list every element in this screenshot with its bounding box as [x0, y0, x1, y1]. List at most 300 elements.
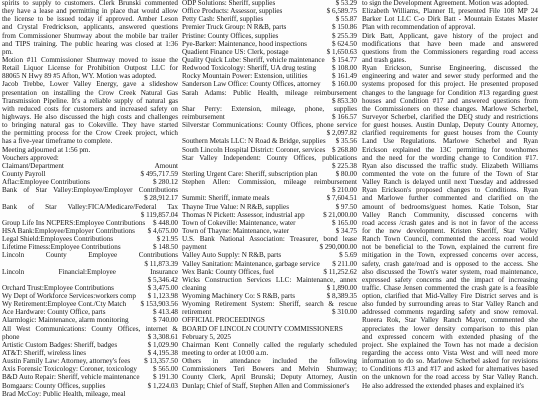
voucher-row	[182, 80, 357, 88]
voucher-payee: AT&T: Sheriff, wireless lines	[2, 349, 86, 358]
text-line: Rueera Rok, Star Valley Ranch Mayor, commented she	[362, 316, 538, 325]
voucher-payee: B&D Auto Repair: Sheriff, vehicle maintenance	[2, 373, 140, 382]
voucher-row	[182, 284, 357, 292]
text-line: and trash gates.	[362, 55, 407, 64]
voucher-payee: Redwood Toxicology: Sheriff, UA drug testing	[182, 64, 317, 73]
voucher-entry	[182, 251, 357, 259]
text-line: addressed comments regarding safety and snow removal.	[362, 308, 538, 317]
text-line: with reduced costs for customers and increased safety on	[2, 104, 178, 113]
voucher-amount: $ 11,252.62	[323, 267, 357, 276]
voucher-amount: $ 1,650.63	[326, 47, 357, 56]
voucher-amount: $ 565.00	[153, 365, 178, 374]
voucher-row	[2, 333, 178, 341]
voucher-amount: $ 165.00	[332, 218, 357, 227]
paragraph	[362, 32, 538, 65]
voucher-amount: $ 160.00	[332, 80, 357, 89]
voucher-payee: Valley Auto Supply: N R&B, parts	[182, 251, 282, 260]
text-line: appreciates the lower density comparison to this plan	[362, 324, 538, 333]
voucher-row	[2, 235, 178, 243]
text-line: information to do so. Marlowe Scherbel asked for revisions	[362, 357, 538, 366]
text-line: on the unknown for the road access by Star Valley Ranch.	[362, 373, 538, 382]
text-line: to sign the Development Agreement. Motion was adopted.	[362, 0, 529, 7]
voucher-entry	[182, 268, 357, 276]
voucher-entry	[2, 325, 178, 341]
voucher-payee: South Lincoln Hospital District: Coroner, services	[182, 145, 326, 154]
voucher-payee: HSA Bank:Employee/Employer Contributions	[2, 226, 135, 235]
text-line: modifications that have been made and answered	[362, 39, 538, 48]
text-line: He also addressed the extended phases and explained it's	[362, 381, 524, 390]
paragraph	[362, 7, 538, 31]
voucher-entry	[2, 390, 178, 398]
voucher-row	[2, 357, 178, 365]
voucher-amount: $ 7,604.51	[326, 194, 357, 203]
voucher-amount: $ 97.50	[335, 202, 357, 211]
voucher-amount: $ 161.49	[332, 72, 357, 81]
text-line: commented the vote on the future of the Town of Star	[362, 169, 538, 178]
voucher-payee: Lincoln County Employee Contributions	[2, 251, 178, 260]
voucher-row	[2, 373, 178, 381]
text-line: also funded by surrounding areas to Star Valley Ranch and	[362, 300, 538, 309]
voucher-entry	[2, 284, 178, 292]
voucher-entry	[182, 48, 357, 56]
voucher-payee: Alarmlogic: Maintenance, alarm monitoring	[2, 316, 129, 325]
text-line: Dirk Batt, Applicant, gave history of the project and	[362, 31, 538, 40]
voucher-entry	[2, 251, 178, 267]
text-line: changes to the language for Condition #13 regarding guest	[362, 88, 538, 97]
voucher-entry	[182, 72, 357, 80]
voucher-amount: $ 153,903.56	[140, 300, 178, 309]
voucher-amount: $ 1,029.90	[147, 340, 178, 349]
voucher-amount: $ 3,308.61	[147, 332, 178, 341]
voucher-entry	[182, 146, 357, 154]
paragraph	[362, 64, 538, 390]
voucher-payee: Wex Bank: County Offices, fuel	[182, 267, 274, 276]
text-line: road access /crash gates and is not in favor of the access	[362, 218, 538, 227]
voucher-amount: $ 8,389.35	[326, 292, 357, 301]
voucher-row	[2, 382, 178, 390]
voucher-entry	[182, 276, 357, 292]
voucher-row	[182, 97, 357, 105]
voucher-payee: Quality Quick Lube: Sheriff, vehicle maintenance	[182, 55, 325, 64]
voucher-payee: Artistic Custom Badges: Sheriff, badges	[2, 340, 118, 349]
voucher-entry	[2, 292, 178, 300]
voucher-entry	[182, 7, 357, 15]
voucher-row	[182, 48, 357, 56]
text-line: spirits to supply to customers. Clerk Brunski commented	[2, 0, 178, 7]
heading-line: February 5, 2025	[182, 332, 231, 341]
voucher-row	[182, 203, 357, 211]
voucher-payee: Town of Thayne: Maintenance, water	[182, 226, 290, 235]
voucher-amount: $ 255.39	[332, 31, 357, 40]
voucher-payee: cleaning	[182, 283, 207, 292]
heading-line: OFFICIAL PROCEEDINGS	[182, 316, 265, 325]
text-line: 88065 N Hwy 89 #5 Afton, WY. Motion was adopted.	[2, 72, 157, 81]
text-line: from Commissioner Shumway about the mobile bar trailer	[2, 31, 178, 40]
text-line: also discussed the Town's water system, road maintenance,	[362, 267, 538, 276]
voucher-payee: Southern Metals LLC: N Road & Bridge, supplies	[182, 137, 326, 146]
voucher-amount: $ 34.75	[335, 226, 357, 235]
voucher-payee: All West Communications: County Offices, internet &	[2, 324, 178, 333]
voucher-amount: $ 5.69	[339, 251, 357, 260]
text-line: Meeting adjourned at 1:56 pm.	[2, 145, 91, 154]
voucher-payee: Orchard Trust:Employee Contributions	[2, 283, 114, 292]
text-line: presentation on installing the Crow Creek Natural Gas	[2, 88, 178, 97]
voucher-amount: $ 3,475.00	[147, 283, 178, 292]
voucher-amount: $ 1,123.98	[147, 292, 178, 301]
voucher-row	[2, 276, 178, 284]
text-line: for the new development. Kristen Sheriff, Star Valley	[362, 226, 538, 235]
voucher-row	[182, 23, 357, 31]
voucher-entry	[182, 56, 357, 64]
voucher-row	[2, 260, 178, 268]
voucher-entry	[2, 227, 178, 235]
voucher-row	[2, 211, 178, 219]
voucher-amount: $ 853.30	[332, 96, 357, 105]
text-line: Plan with recommendation of approval.	[362, 23, 476, 32]
text-line: Jacob Trebbe, Lower Valley Energy, gave a slideshow	[2, 80, 178, 89]
text-line: County Clerk, April Brunski; Deputy Attorney, Austin	[182, 373, 357, 382]
voucher-amount: $ 290,000.00	[319, 243, 357, 252]
amount-column-header: Amount	[154, 161, 178, 170]
text-line: Others in attendance included the following	[182, 357, 357, 366]
voucher-amount: $ 21.95	[156, 235, 178, 244]
voucher-row	[182, 32, 357, 40]
voucher-row	[182, 211, 357, 219]
voucher-row	[2, 219, 178, 227]
voucher-entry	[182, 105, 357, 121]
voucher-entry	[182, 15, 357, 23]
text-line: they have a lease and permitting in place that would allow	[2, 7, 178, 16]
voucher-amount: $ 53.29	[335, 0, 357, 7]
text-line: houses and Condition #17 and answered questions from	[362, 96, 538, 105]
voucher-payee: Axis Forensic Toxicology: Coroner, toxicology	[2, 365, 137, 374]
text-line: systems proposed for this project. He presented proposed	[362, 80, 538, 89]
voucher-entry	[2, 243, 178, 251]
voucher-row	[2, 341, 178, 349]
voucher-entry	[182, 137, 357, 145]
voucher-row	[182, 64, 357, 72]
voucher-row	[2, 308, 178, 316]
text-line: Ryan Erickson, Sunrise Engineering, discussed the	[362, 64, 538, 73]
voucher-payee: Silverstar Communications: County Offices, phone service	[182, 121, 357, 130]
voucher-payee: Stephen Allen: Commission, mileage reimbursement	[182, 178, 357, 187]
voucher-payee: Legal Shield:Employees Contributions	[2, 235, 114, 244]
voucher-payee: Valley Sanitation: Maintenance, garbage service	[182, 259, 320, 268]
voucher-amount: $ 4,195.38	[147, 349, 178, 358]
voucher-row	[182, 56, 357, 64]
text-line: Chairman Kent Connelly called the regularly scheduled	[182, 340, 357, 349]
text-line: for guest houses. Austin Dunlap, Deputy County Attorney,	[362, 121, 538, 130]
text-line: to Conditions #13 and #17 and asked for alternatives based	[362, 365, 538, 374]
voucher-payee: Group Life Ins NCPERS:Employee Contributions	[2, 218, 146, 227]
voucher-entry	[2, 170, 178, 178]
voucher-row	[182, 194, 357, 202]
voucher-payee: Bank of Star Valley:Employee/Employer Contributions	[2, 186, 178, 195]
voucher-entry	[2, 268, 178, 284]
voucher-row	[182, 137, 357, 145]
voucher-row	[182, 219, 357, 227]
voucher-row	[2, 292, 178, 300]
text-line: engineering and water and sewer study performed and the	[362, 72, 538, 81]
voucher-payee: Wyoming Machinery Co: S R&B, parts	[182, 292, 296, 301]
voucher-entry	[182, 203, 357, 211]
voucher-row	[182, 162, 357, 170]
voucher-row	[2, 365, 178, 373]
text-line: the Commissioners on these changes. Marlowe Scherbel,	[362, 104, 538, 113]
text-line: Retail Liquor License for Prohibition Outpost LLC for	[2, 64, 178, 73]
voucher-amount: $ 495,717.59	[140, 169, 178, 178]
text-line: clarified requirements for guest houses from the County	[362, 129, 538, 138]
text-line: safety, crash gate/road and is opposed to the access. She	[362, 259, 538, 268]
voucher-table-header	[2, 162, 178, 170]
voucher-payee: Star Valley Independent: County Offices, publications	[182, 153, 357, 162]
voucher-row	[2, 349, 178, 357]
text-line: regarding the access onto Vista West and will need more	[362, 349, 538, 358]
voucher-row	[2, 194, 178, 202]
text-line: the permitting process for the Crow Creek project, which	[2, 129, 178, 138]
paragraph	[2, 80, 178, 145]
voucher-amount: $ 35.56	[335, 137, 357, 146]
voucher-row	[182, 251, 357, 259]
text-line: and expressed concern with extended phasing of the	[362, 332, 538, 341]
voucher-row	[182, 15, 357, 23]
voucher-entry	[2, 300, 178, 308]
text-line: highways. He also discussed the high costs and challenges	[2, 112, 178, 121]
voucher-payee: Premier Truck Group: N R&B, parts	[182, 23, 287, 32]
text-line: Valley Ranch Community, discussed concerns with	[362, 210, 538, 219]
text-line: project. She explained the Town has not made a decision	[362, 340, 538, 349]
voucher-amount: $ 448.00	[153, 218, 178, 227]
voucher-row	[182, 7, 357, 15]
text-line: and TIPS training. The public hearing was closed at 1:36	[2, 39, 178, 48]
voucher-entry	[2, 219, 178, 227]
text-line: and Crystal Fredrickson, applicants, answered questions	[2, 23, 178, 32]
voucher-amount: $ 21,000.00	[323, 210, 357, 219]
text-line: and the need for the wording change to Condition #17.	[362, 153, 538, 162]
voucher-payee: Sarah Adams: Public Health, mileage reimbursement	[182, 88, 357, 97]
voucher-row	[182, 260, 357, 268]
voucher-amount: $ 2,097.82	[326, 129, 357, 138]
voucher-entry	[182, 154, 357, 170]
text-line: Motion #11 Commissioner Shumway moved to issue the	[2, 55, 178, 64]
voucher-row	[182, 308, 357, 316]
text-line: pm.	[2, 47, 13, 56]
voucher-payee: Austin Family Law: Attorney, attorney's fees	[2, 357, 131, 366]
voucher-payee: Town of Cokeville: Maintenance, water	[182, 218, 296, 227]
voucher-entry	[182, 121, 357, 137]
text-line: Transmission Pipeline. It's a reliable supply of natural gas	[2, 96, 178, 105]
voucher-amount: $ 150.86	[332, 23, 357, 32]
voucher-row	[182, 72, 357, 80]
voucher-payee: ODP Solutions: Sheriff, supplies	[182, 0, 276, 7]
voucher-payee: retirement	[182, 308, 212, 317]
text-line: not be beneficial to the Town, explained the current fire	[362, 243, 538, 252]
voucher-payee: Wy Dept of Workforce Services:workers comp	[2, 292, 136, 301]
voucher-entry	[2, 178, 178, 186]
text-line: Surveyor Scherbel, clarified the DEQ study and restrictions	[362, 112, 538, 121]
voucher-amount: $ 166.57	[332, 112, 357, 121]
claimant-column-header: Claimant/Department	[2, 161, 64, 170]
text-column-2	[182, 0, 357, 400]
voucher-entry	[2, 382, 178, 390]
voucher-payee: Bank of Star Valley:FICA/Medicare/Federal Tax	[2, 202, 178, 211]
voucher-amount: $ 211.00	[332, 259, 357, 268]
text-line: Barker Lot LLC C-o Dirk Batt - Mountain Estates Master	[362, 15, 538, 24]
voucher-amount: $ 268.80	[332, 145, 357, 154]
paragraph	[182, 341, 357, 357]
voucher-amount: $ 108.00	[332, 64, 357, 73]
voucher-row	[182, 146, 357, 154]
paragraph	[2, 56, 178, 80]
voucher-row	[2, 170, 178, 178]
paragraph	[362, 0, 538, 7]
voucher-amount: $ 191.30	[153, 373, 178, 382]
voucher-payee: Thayne True Value: N R&B, supplies	[182, 202, 289, 211]
voucher-entry	[182, 260, 357, 268]
voucher-amount: $ 1,890.00	[326, 283, 357, 292]
voucher-row	[2, 300, 178, 308]
voucher-row	[2, 284, 178, 292]
voucher-row	[182, 186, 357, 194]
text-line: has a five-year timeframe to complete.	[2, 137, 113, 146]
voucher-row	[2, 227, 178, 235]
voucher-amount: $ 28,912.17	[144, 194, 178, 203]
voucher-row	[182, 0, 357, 7]
text-line: Commissioners Teri Bowers and Melvin Shumway;	[182, 365, 357, 374]
text-line: and Marlowe further commented and clarified on the	[362, 194, 538, 203]
voucher-entry	[2, 203, 178, 219]
voucher-entry	[182, 235, 357, 251]
voucher-entry	[182, 80, 357, 88]
voucher-payee: Office Products: Assessor, supplies	[182, 7, 283, 16]
voucher-payee: Sterling Urgent Care: Sheriff, subscription plan	[182, 169, 318, 178]
voucher-entry	[182, 211, 357, 219]
voucher-amount: $ 148.50	[153, 243, 178, 252]
voucher-amount: $ 11,873.39	[144, 259, 178, 268]
text-line: to bringing natural gas to Cokeville. They have started	[2, 121, 178, 130]
voucher-amount: $ 225.38	[332, 161, 357, 170]
voucher-row	[2, 316, 178, 324]
voucher-payee: Pye-Barker: Maintenance, hood inspections	[182, 39, 307, 48]
voucher-payee: reimbursement	[182, 112, 225, 121]
voucher-entry	[182, 219, 357, 227]
text-line: Valley Ranch is delayed until next Tuesday and addressed	[362, 178, 538, 187]
voucher-payee: Thomas N Pickett: Assessor, industrial app	[182, 210, 305, 219]
voucher-payee: Sanderson Law Office: County Offices, attorney	[182, 80, 321, 89]
voucher-payee: Quadient Finance US: Clerk, postage	[182, 47, 289, 56]
voucher-entry	[2, 308, 178, 316]
voucher-amount: $ 6,589.75	[326, 7, 357, 16]
voucher-payee: Lifetime Fitness:Employee Contributions	[2, 243, 121, 252]
voucher-entry	[2, 365, 178, 373]
voucher-amount: $ 310.00	[332, 308, 357, 317]
voucher-entry	[2, 341, 178, 349]
voucher-entry	[2, 357, 178, 365]
voucher-payee: Summit: Sheriff, inmate meals	[182, 194, 270, 203]
text-line: Land Use Regulations. Marlowe Scherbel and Ryan	[362, 137, 538, 146]
paragraph	[182, 357, 357, 390]
voucher-entry	[182, 89, 357, 105]
voucher-entry	[182, 64, 357, 72]
voucher-amount: $ 55.87	[335, 15, 357, 24]
voucher-amount: $ 154.77	[332, 55, 357, 64]
text-column-1	[2, 0, 178, 400]
voucher-payee: phone	[2, 332, 20, 341]
text-line: Ryan Erickson's proposed changes to Conditions. Ryan	[362, 186, 538, 195]
voucher-payee: Shar Perry: Extension, mileage, phone, supplies	[182, 104, 357, 113]
voucher-row	[182, 292, 357, 300]
text-line: Elizabeth Williams, Planner II, presented File 108 MP 24	[362, 7, 538, 16]
voucher-row	[2, 243, 178, 251]
voucher-amount: $ 4,675.00	[147, 226, 178, 235]
voucher-payee: County Payroll	[2, 169, 46, 178]
voucher-row	[182, 170, 357, 178]
voucher-entry	[182, 0, 357, 7]
text-line: Vouchers approved:	[2, 153, 59, 162]
voucher-entry	[2, 235, 178, 243]
voucher-payee: Petty Cash: Sheriff, supplies	[182, 15, 264, 24]
paragraph	[2, 146, 178, 154]
text-line: questions from the Commissioners regarding road access	[362, 47, 538, 56]
voucher-entry	[182, 292, 357, 300]
paragraph	[2, 0, 178, 56]
voucher-entry	[182, 178, 357, 194]
voucher-entry	[182, 300, 357, 316]
voucher-amount: $ 119,857.04	[140, 210, 178, 219]
voucher-entry	[2, 316, 178, 324]
text-line: expressed safety concerns and the impact of increasing	[362, 275, 538, 284]
voucher-payee: U.S. Bank National Association: Treasurer, bond lease	[182, 235, 357, 244]
text-line: traffic. Chase Jensen commented the crash gate is a feasible	[362, 283, 538, 292]
voucher-entry	[2, 373, 178, 381]
voucher-payee: Wicks Construction Services LLC: Maintenance, annex	[182, 275, 357, 284]
voucher-amount: $ 1,224.03	[147, 381, 178, 390]
voucher-payee: Wy Retirement:Employee Cont./Cty Match	[2, 300, 127, 309]
voucher-payee: Brad McCoy: Public Health, mileage, meal	[2, 389, 126, 398]
text-line: meeting to order at 10:00 a.m.	[182, 349, 269, 358]
voucher-row	[182, 129, 357, 137]
heading-line: BOARD OF LINCOLN COUNTY COMMISSIONERS	[182, 324, 343, 333]
voucher-payee: Pristine: County Offices, supplies	[182, 31, 279, 40]
voucher-amount: $ 413.48	[153, 308, 178, 317]
text-line: mitigation in the Town, expressed concerns over access,	[362, 251, 538, 260]
text-line: the license to be issued today if approved. Amber Leson	[2, 15, 178, 24]
text-column-3	[362, 0, 538, 400]
text-line: Dunlap; Chief of Staff, Stephen Allen and Commissioner's	[182, 381, 350, 390]
voucher-entry	[2, 349, 178, 357]
voucher-payee: Bomgaars: County Offices, supplies	[2, 381, 106, 390]
voucher-row	[2, 178, 178, 186]
voucher-amount: $ 80.00	[335, 169, 357, 178]
voucher-payee: Wyoming Retirement System: Sheriff, search & rescue	[182, 300, 357, 309]
voucher-row	[182, 268, 357, 276]
voucher-payee: Lincoln Financial:Employee Insurance	[2, 267, 178, 276]
voucher-payee: Ace Hardware: County Office, parts	[2, 308, 106, 317]
proceedings-heading	[182, 316, 357, 340]
voucher-entry	[2, 186, 178, 202]
voucher-row	[182, 40, 357, 48]
text-line: option, clarified that Mid-Valley Fire District serves and is	[362, 292, 538, 301]
text-line: Ranch Town Council, commented the access road would	[362, 235, 538, 244]
voucher-amount: $ 13,357.50	[144, 357, 178, 366]
voucher-entry	[182, 23, 357, 31]
voucher-payee: Rocky Mountain Power: Extension, utilities	[182, 72, 308, 81]
voucher-entry	[182, 40, 357, 48]
voucher-amount: $ 5,346.42	[147, 275, 178, 284]
voucher-entry	[182, 194, 357, 202]
voucher-entry	[182, 32, 357, 40]
voucher-row	[182, 227, 357, 235]
